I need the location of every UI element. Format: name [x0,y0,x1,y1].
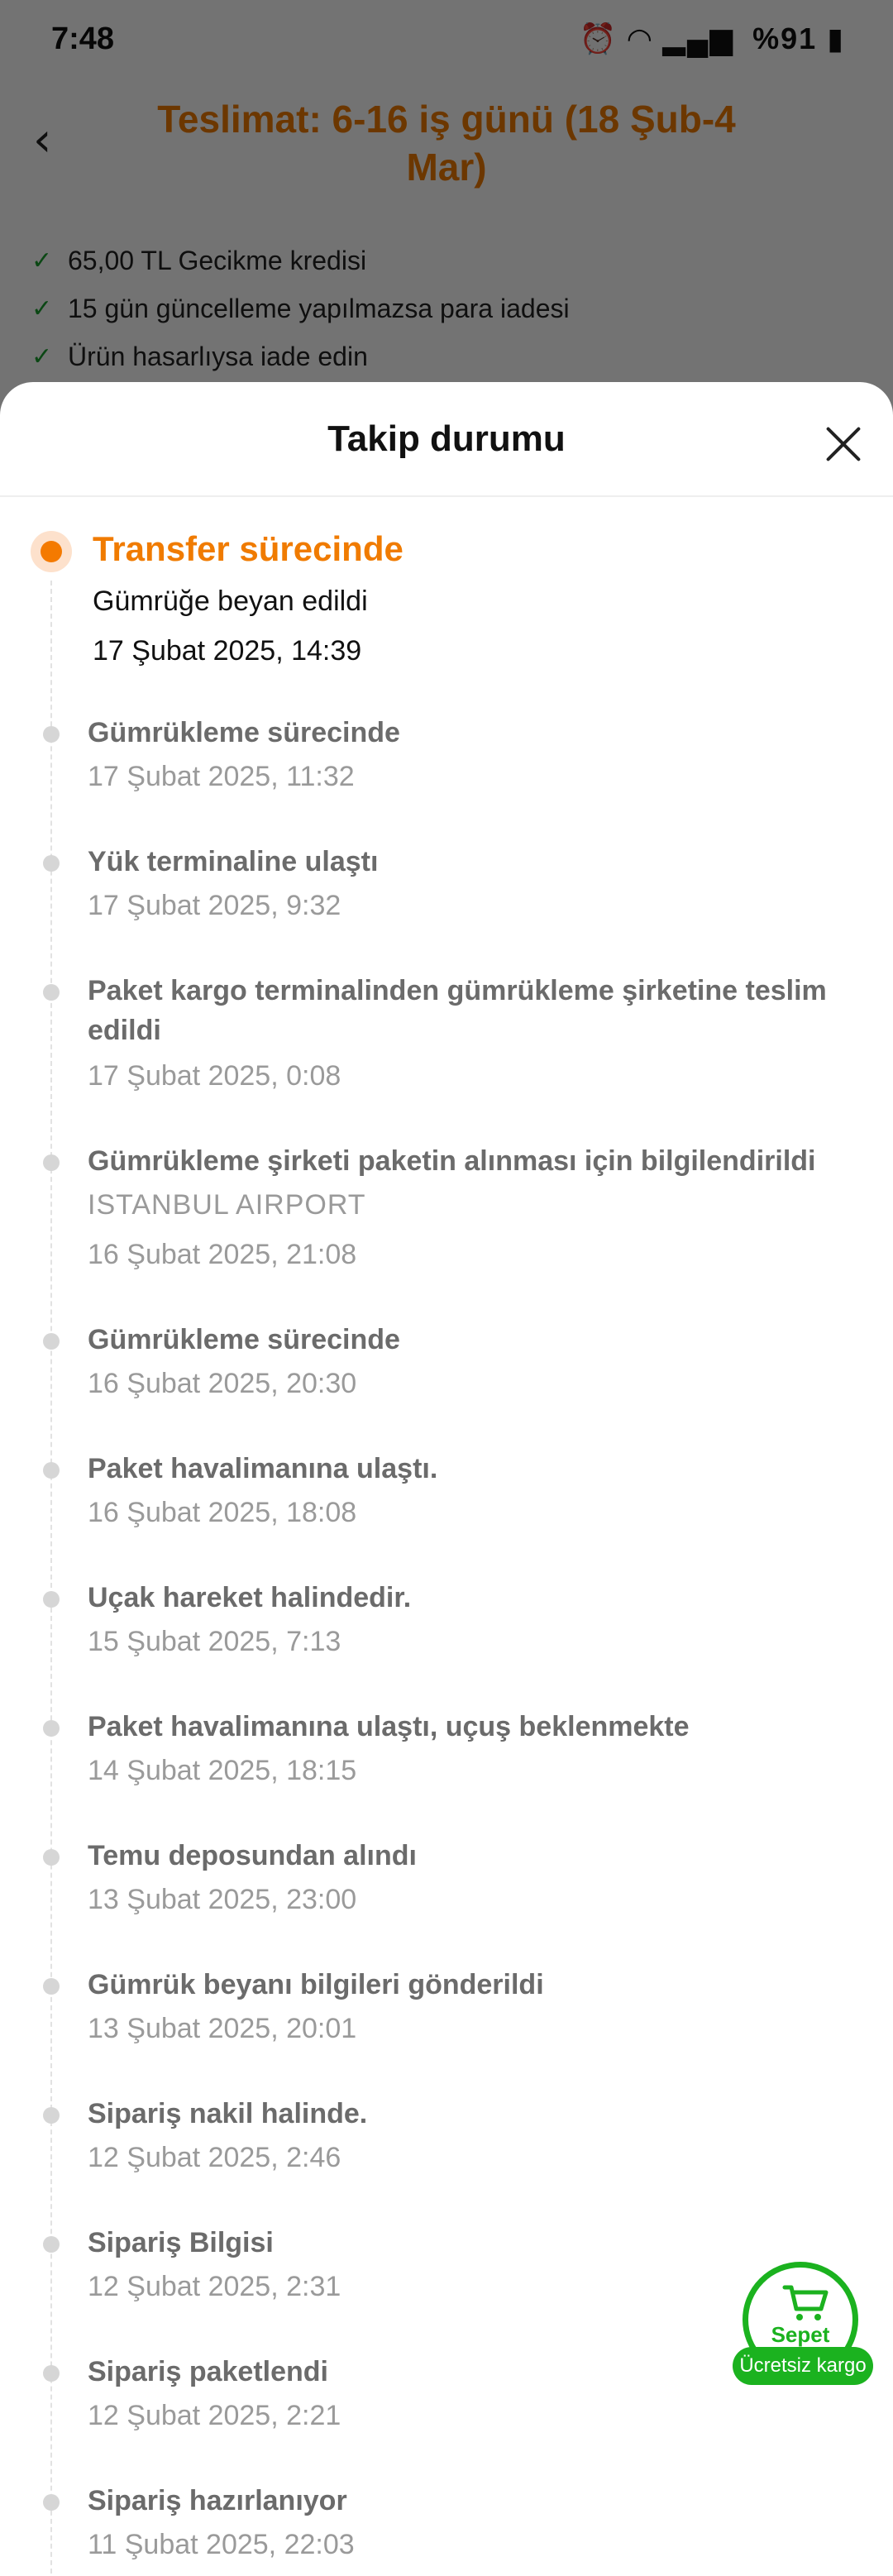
event-title: Gümrük beyanı bilgileri gönderildi [88,1969,544,2000]
event-title: Sipariş Bilgisi [88,2227,274,2258]
current-status-subtitle: Gümrüğe beyan edildi [93,585,368,617]
current-status-dot [31,531,72,572]
divider [0,495,893,497]
timeline-dot [43,2494,60,2511]
timeline-dot [43,1849,60,1866]
event-date: 12 Şubat 2025, 2:31 [88,2271,341,2302]
timeline-dot [43,726,60,743]
event-date: 11 Şubat 2025, 22:03 [88,2529,355,2560]
event-date: 16 Şubat 2025, 21:08 [88,1239,357,1270]
event-title: Uçak hareket halindedir. [88,1582,412,1613]
cart-label: Sepet [771,2322,830,2347]
event-date: 15 Şubat 2025, 7:13 [88,1626,341,1657]
event-location: ISTANBUL AIRPORT [88,1189,366,1221]
event-title: Paket havalimanına ulaştı. [88,1453,438,1484]
event-title: Gümrükleme şirketi paketin alınması için bilgilendirildi [88,1145,816,1177]
timeline-dot [43,1333,60,1350]
event-date: 17 Şubat 2025, 9:32 [88,890,341,921]
timeline-dot [43,984,60,1001]
event-date: 14 Şubat 2025, 18:15 [88,1755,357,1786]
tracking-sheet [0,382,893,2576]
timeline-dot [43,2236,60,2253]
current-status-date: 17 Şubat 2025, 14:39 [93,635,362,667]
event-date: 12 Şubat 2025, 2:46 [88,2142,341,2173]
timeline-dot [43,2107,60,2124]
free-shipping-badge[interactable]: Ücretsiz kargo [733,2347,873,2385]
timeline-dot [43,1462,60,1479]
event-title: Sipariş paketlendi [88,2356,328,2387]
event-date: 17 Şubat 2025, 0:08 [88,1060,341,1092]
timeline-dot [43,855,60,872]
current-status-title: Transfer sürecinde [93,529,404,568]
timeline-dot [43,1154,60,1171]
timeline-dot [43,1720,60,1737]
event-title: Gümrükleme sürecinde [88,717,400,748]
sheet-title: Takip durumu [327,418,566,459]
cart-icon [781,2282,831,2324]
timeline-dot [43,2365,60,2382]
event-date: 17 Şubat 2025, 11:32 [88,761,355,792]
timeline-line [50,581,52,2576]
event-title: Yük terminaline ulaştı [88,846,379,877]
event-title: Temu deposundan alındı [88,1840,417,1871]
event-date: 13 Şubat 2025, 20:01 [88,2013,357,2044]
event-title: Gümrükleme sürecinde [88,1324,400,1355]
close-icon[interactable] [819,419,868,469]
event-date: 16 Şubat 2025, 18:08 [88,1497,357,1528]
timeline-dot [43,1591,60,1608]
timeline-dot [43,1978,60,1995]
event-date: 13 Şubat 2025, 23:00 [88,1884,357,1915]
event-date: 12 Şubat 2025, 2:21 [88,2400,341,2431]
event-date: 16 Şubat 2025, 20:30 [88,1368,357,1399]
event-title: Paket havalimanına ulaştı, uçuş beklenmekte [88,1711,690,1742]
event-title: Sipariş hazırlanıyor [88,2485,347,2516]
event-title: Paket kargo terminalinden gümrükleme şirketine teslim edildi [88,975,827,1046]
event-title: Sipariş nakil halinde. [88,2098,368,2129]
